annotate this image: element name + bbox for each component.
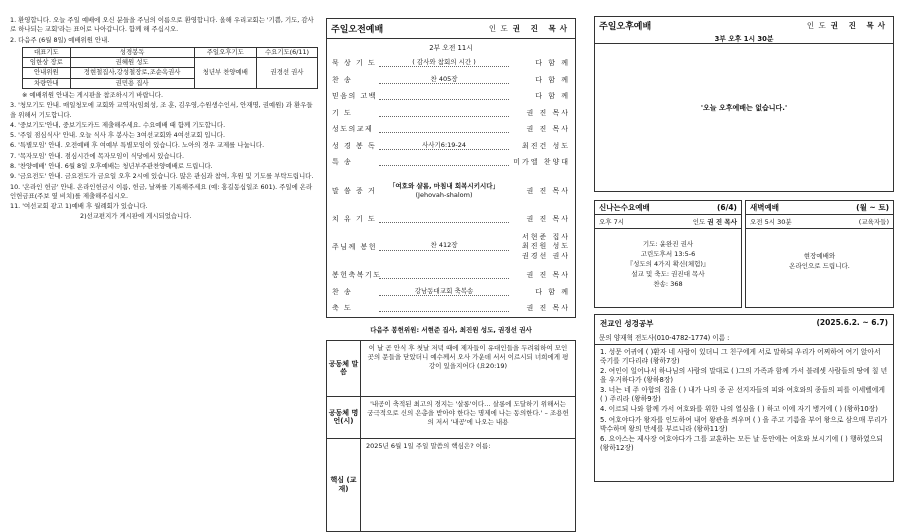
bible-study-date: (2025.6.2. ~ 6.7) [816, 318, 888, 327]
morning-time: 2부 오전 11시 [429, 44, 473, 52]
weekday-services [594, 200, 894, 308]
wednesday-line: 찬송: 368 [653, 280, 683, 289]
question-list [595, 345, 893, 457]
meditation-question: 2025년 6월 1일 주일 말씀의 핵심은? 이름: [366, 441, 491, 450]
morning-order-box [326, 18, 576, 318]
wednesday-line: 고린도후서 13:5-6 [640, 250, 696, 259]
order-person: 권 진 목사 [526, 214, 570, 223]
table-cell: 권경선 권사 [257, 58, 318, 89]
notice-7: 7. '목자모임' 안내. 점심시간에 목자모임이 식당에서 있습니다. [10, 151, 185, 160]
order-person: 권 진 목사 [526, 108, 570, 117]
afternoon-title: 주일오후예배 [599, 21, 652, 32]
notice-1: 1. 환영합니다. 오늘 주일 예배에 오신 분들을 주님의 이름으로 환영합니다. 올해 우리교회는 '기쁨, 기도, 감사로 하나되는 교회'라는 표어로 나아갑니다. 함께 해 주십시오. [10, 16, 314, 34]
wednesday-line: 기도: 윤완진 권사 [642, 240, 694, 248]
bible-study-title: 전교인 성경공부 [600, 319, 654, 328]
table-cell: 안내위원 [23, 68, 71, 78]
wednesday-line: 설교 및 축도: 권진대 목사 [631, 270, 705, 279]
lead-label: 인 도 [806, 20, 827, 30]
order-name: 봉헌축복기도 [332, 271, 382, 280]
order-row [327, 211, 575, 228]
order-name: 기 도 [332, 108, 353, 117]
order-row [327, 267, 575, 284]
question-item: 6. 요아스는 제사장 여호야다가 그를 교훈하는 모든 날 동안에는 여호와 보시기에 ( ) 행하였으되 (왕하12장) [600, 434, 883, 452]
order-person: 권 진 목사 [526, 271, 570, 280]
afternoon-header [595, 17, 893, 33]
order-person: 권 진 목사 [526, 304, 570, 313]
order-name: 주님께 봉헌 [332, 243, 378, 251]
order-name: 성 경 봉 독 [332, 141, 377, 150]
sermon-title: 「여호와 샬롬, 마침내 회복시키시다」 [386, 182, 502, 190]
right-column [594, 16, 894, 506]
meditation-quote: '내공이 축적된 최고의 경지는 '살롱'이다… 살롱에 도달하기 위해서는 궁극적으로 신의 은총을 받아야 한다는 명제에 나는 동의한다.' – 조용헌의 저서 '내공'에 나오는 내용 [361, 397, 575, 439]
wednesday-time: 오후 7시 [599, 218, 625, 226]
order-list [327, 55, 575, 171]
order-name: 묵 상 기 도 [332, 59, 377, 68]
bible-study-box [594, 314, 894, 482]
meditation-verse: 이 날 곧 안식 후 첫날 저녁 때에 제자들이 유대인들을 두려워하여 모인 곳의 문들을 닫았더니 예수께서 오사 가운데 서서 이르시되 너희에게 평강이 있을지어다 (요20:19) [361, 341, 575, 397]
order-list [327, 267, 575, 317]
offer-person: 최진원 성도 [521, 242, 570, 251]
offer-hymn: 찬 412장 [427, 241, 460, 250]
order-name: 찬 송 [332, 287, 353, 296]
order-row [327, 121, 575, 138]
order-row [327, 138, 575, 155]
morning-title: 주일오전예배 [331, 25, 384, 35]
wednesday-title: 신나는수요예배 [599, 203, 650, 212]
table-head: 대표기도 [23, 47, 71, 57]
notice-3: 3. '청모기도 안내. 매일청모에 교회와 교역자(임희성, 조 훈, 김우영,수원생수인서, 안재명, 권예원) 과 환우들을 위해서 기도합니다. [10, 101, 313, 119]
wednesday-box [594, 200, 742, 308]
table-head: 수요기도(6/11) [257, 47, 318, 57]
dawn-place: (교육자들) [858, 218, 889, 226]
bible-study-contact: 문의 양재혁 전도사(010-4782-1774) 이름 : [595, 332, 893, 345]
lead-label: 인 도 [488, 24, 509, 33]
question-item: 1. 성문 어귀에 ( )환자 네 사람이 있더니 그 친구에게 서로 말하되 우리가 어찌하여 여기 앉아서 죽기를 기다리랴 (왕하7장) [600, 348, 881, 365]
lead-label: 인도 [692, 218, 706, 226]
dawn-date: (월 ~ 토) [856, 203, 889, 212]
order-name: 찬 송 [332, 75, 353, 84]
order-person: 권 진 목사 [526, 125, 570, 134]
table-head: 주일오후기도 [194, 47, 256, 57]
dawn-line: 온라인으로 드립니다. [789, 262, 850, 271]
question-item: 3. 너는 네 주 아합의 집을 ( ) 내가 나의 종 곧 선지자들의 피와 여호와의 종들의 피를 이세벨에게 ( ) 주리라 (왕하9장) [600, 386, 885, 404]
notice-10: 10. '온라인 헌금' 안내. 온라인헌금시 이름, 헌금, 날짜를 기록해주세요 (예: 홍길동십일조 601). 주일에 온라인헌금표(주보 옆 비치)를 제출해주십시오. [10, 182, 313, 200]
next-week-offering: 다음주 봉헌위원: 서현준 집사, 최진원 성도, 권경선 권사 [370, 325, 532, 334]
order-row-sermon [327, 171, 575, 211]
order-person: 최진건 성도 [521, 141, 570, 150]
order-row [327, 300, 575, 317]
notice-note: ※ 예배위원 안내는 게시판을 참조하시기 바랍니다. [22, 90, 164, 99]
table-cell: 권민용 집사 [70, 78, 194, 88]
order-list [327, 211, 575, 228]
notice-11b: 2)선교편지가 게시판에 게시되었습니다. [80, 212, 192, 221]
question-item: 4. 이르되 나와 함께 가서 여호와를 위한 나의 열심을 ( ) 하고 이에 자기 병거에 ( ) (왕하10장) [600, 405, 878, 414]
order-person: 권 진 목사 [526, 186, 570, 195]
meditation-key: 핵심 (교재) [327, 439, 361, 531]
notice-9: 9. '금요전도' 안내. 금요전도가 금요일 오후 2시에 있습니다. 많은 관심과 참여, 후원 및 기도를 부탁드립니다. [10, 172, 314, 181]
offer-person: 서현준 집사 [521, 232, 570, 241]
dawn-box [745, 200, 894, 308]
morning-header [327, 19, 575, 39]
table-cell: 임한상 장로 [23, 58, 71, 68]
order-person: 미가엘 찬양대 [513, 158, 570, 167]
table-head: 성경봉독 [70, 47, 194, 57]
order-row [327, 88, 575, 105]
table-cell: 청년부 찬양예배 [194, 58, 256, 89]
meditation-table [326, 340, 576, 532]
order-detail: 강남동대교회 축복송 [412, 286, 477, 295]
leader-name: 권 진 목사 [512, 24, 571, 33]
table-cell: 정현철집사,강성철장로,조순옥권사 [70, 68, 194, 78]
worship-committee-table [22, 47, 318, 89]
order-detail: 찬 405장 [427, 74, 460, 83]
order-row [327, 105, 575, 122]
dawn-line: 현장예배와 [803, 252, 836, 260]
table-cell: 차량안내 [23, 78, 71, 88]
afternoon-time: 3부 오후 1시 30분 [595, 33, 893, 44]
morning-worship-column [326, 18, 576, 506]
offer-person: 권경선 권사 [521, 251, 570, 260]
order-person: 다 함 께 [535, 59, 570, 68]
order-row [327, 284, 575, 301]
leader-name: 권 진 목사 [707, 218, 737, 226]
sermon-subtitle: (Jehovah-shalom) [413, 191, 476, 199]
afternoon-message: '오늘 오후예배는 없습니다.' [700, 104, 788, 112]
notice-11: 11. '여선교회 광고 1)예배 후 월례회가 있습니다. [10, 202, 148, 211]
notice-5: 5. '주일 점심식사' 안내. 오늘 식사 후 봉사는 3여선교회와 4여선교회 입니다. [10, 131, 225, 140]
order-person: 다 함 께 [535, 75, 570, 84]
notice-4: 4. '중보기도'안내, 중보기도카드 제출해주세요. 수요예배 때 함께 기도합니다. [10, 120, 226, 129]
afternoon-box [594, 16, 894, 192]
order-detail: ( 감사와 참회의 시간 ) [409, 57, 479, 66]
order-person: 다 함 께 [535, 287, 570, 296]
meditation-key: 공동체 말 씀 [327, 341, 361, 397]
leader-name: 권 진 목사 [830, 20, 889, 30]
notice-2: 2. 다음주 (6월 8일) 예배위원 안내. [10, 35, 110, 44]
notices-column [0, 0, 322, 506]
order-name: 성도의교제 [332, 125, 374, 134]
notice-8: 8. '찬양예배' 안내. 6월 8일 오후예배는 청년부주관찬양예배로 드립니다. [10, 161, 213, 170]
order-row-offering [327, 227, 575, 267]
order-detail: 사사기6:19-24 [419, 140, 469, 149]
dawn-time: 오전 5시 30분 [750, 218, 792, 226]
order-name: 특 송 [332, 158, 353, 167]
question-item: 5. 여호야다가 왕자를 인도하여 내어 왕관을 씌우며 ( ) 을 주고 기름을 부어 왕으로 삼으매 무리가 박수하며 왕의 만세를 부르니라 (왕하11장) [600, 415, 888, 433]
order-name: 말 씀 증 거 [332, 186, 377, 195]
meditation-key: 공동체 명언(시) [327, 397, 361, 439]
order-name: 축 도 [332, 304, 353, 313]
order-row [327, 154, 575, 171]
notice-6: 6. '특별모임' 안내. 오전예배 후 여예부 특별모임이 있습니다. 노아의 경우 교제를 나눕니다. [10, 141, 265, 150]
question-item: 2. 여인이 일어나서 하나님의 사람의 말대로 ( )그의 가족과 함께 가서 블레셋 사람들의 땅에 칠 년을 우거하다가 (왕하8장) [600, 367, 888, 384]
table-cell: 권혜원 성도 [70, 58, 194, 68]
order-row [327, 72, 575, 89]
wednesday-date: (6/4) [716, 203, 737, 212]
order-name: 믿음의 고백 [332, 92, 378, 101]
dawn-title: 새벽예배 [750, 203, 779, 212]
order-name: 치 유 기 도 [332, 214, 377, 223]
order-person: 다 함 께 [535, 92, 570, 101]
wednesday-line: 『성도의 4가지 확신(체험)』 [626, 260, 710, 269]
order-row [327, 55, 575, 72]
